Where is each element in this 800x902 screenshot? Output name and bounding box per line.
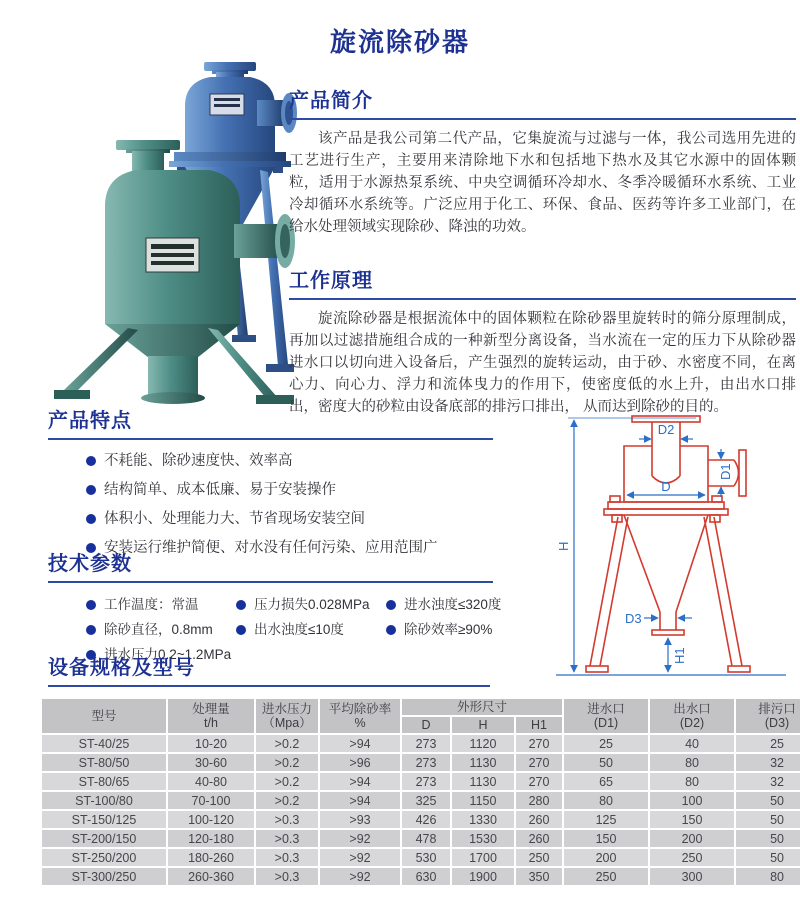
spec-cell: 65 [564, 773, 648, 790]
spec-cell: 32 [736, 754, 800, 771]
dimension-diagram [540, 404, 798, 692]
spec-cell: 100 [650, 792, 734, 809]
bullet-icon [386, 600, 396, 610]
spec-table-container [40, 697, 798, 887]
spec-cell: 180-260 [168, 849, 254, 866]
spec-cell: 250 [564, 868, 648, 885]
parameter-item: 除砂效率≥90% [386, 622, 556, 638]
feature-item [86, 481, 493, 499]
spec-cell: >0.2 [256, 792, 318, 809]
label-d2: D2 [657, 422, 675, 437]
spec-table-body [42, 735, 800, 885]
spec-cell: 200 [650, 830, 734, 847]
spec-cell: 40 [650, 735, 734, 752]
spec-cell: 273 [402, 773, 450, 790]
bullet-icon [86, 514, 96, 524]
features-title: 产品特点 [48, 404, 493, 440]
spec-cell: >0.3 [256, 811, 318, 828]
section-principle [289, 264, 796, 418]
spec-cell: >94 [320, 773, 400, 790]
spec-cell: ST-200/150 [42, 830, 166, 847]
spec-row [42, 830, 800, 847]
spec-cell: 125 [564, 811, 648, 828]
col-capacity: 处理量 t/h [168, 699, 254, 733]
section-features [48, 404, 493, 568]
spec-cell: 260 [516, 811, 562, 828]
parameter-item: 除砂直径，0.8mm [86, 622, 236, 638]
intro-title: 产品简介 [289, 84, 796, 120]
spec-cell: 250 [516, 849, 562, 866]
spec-cell: 50 [736, 830, 800, 847]
spec-cell: 1900 [452, 868, 514, 885]
spec-cell: 32 [736, 773, 800, 790]
bullet-icon [86, 485, 96, 495]
device-outline [586, 416, 750, 672]
spec-cell: >0.2 [256, 754, 318, 771]
spec-cell: 50 [736, 792, 800, 809]
spec-cell: 250 [650, 849, 734, 866]
spec-cell: >96 [320, 754, 400, 771]
spec-cell: >0.3 [256, 868, 318, 885]
spec-cell: 80 [564, 792, 648, 809]
dimension-labels [556, 422, 733, 664]
spec-row [42, 735, 800, 752]
spec-cell: >93 [320, 811, 400, 828]
bullet-icon [236, 600, 246, 610]
col-h1: H1 [516, 717, 562, 733]
spec-cell: 1130 [452, 773, 514, 790]
spec-cell: >94 [320, 792, 400, 809]
spec-cell: 325 [402, 792, 450, 809]
spec-cell: ST-100/80 [42, 792, 166, 809]
spec-cell: 150 [564, 830, 648, 847]
spec-cell: 30-60 [168, 754, 254, 771]
spec-cell: 200 [564, 849, 648, 866]
spec-row [42, 754, 800, 771]
spec-table [40, 697, 800, 887]
spec-cell: ST-150/125 [42, 811, 166, 828]
spec-cell: 1150 [452, 792, 514, 809]
bullet-icon [86, 625, 96, 635]
principle-title: 工作原理 [289, 264, 796, 300]
spec-cell: 426 [402, 811, 450, 828]
spec-cell: >94 [320, 735, 400, 752]
bullet-icon [86, 600, 96, 610]
product-photos [52, 56, 302, 404]
spec-cell: 25 [736, 735, 800, 752]
feature-item [86, 452, 493, 470]
section-parameters [48, 547, 548, 663]
spec-cell: 350 [516, 868, 562, 885]
dimension-lines [556, 418, 786, 675]
spec-cell: 1130 [452, 754, 514, 771]
spec-cell: >0.2 [256, 735, 318, 752]
feature-text: 安装运行维护简便、对水没有任何污染、应用范围广 [104, 540, 438, 556]
feature-item [86, 510, 493, 528]
spec-cell: ST-40/25 [42, 735, 166, 752]
col-model: 型号 [42, 699, 166, 733]
spec-cell: 80 [650, 754, 734, 771]
label-d1: D1 [718, 463, 733, 480]
spec-cell: 10-20 [168, 735, 254, 752]
feature-text: 体积小、处理能力大、节省现场安装空间 [104, 511, 365, 527]
spec-cell: 50 [564, 754, 648, 771]
bullet-icon [386, 625, 396, 635]
spec-cell: 280 [516, 792, 562, 809]
spec-cell: >0.2 [256, 773, 318, 790]
specs-title: 设备规格及型号 [48, 651, 490, 687]
spec-cell: ST-250/200 [42, 849, 166, 866]
spec-cell: 530 [402, 849, 450, 866]
spec-cell: 100-120 [168, 811, 254, 828]
spec-cell: 1530 [452, 830, 514, 847]
spec-cell: 300 [650, 868, 734, 885]
spec-cell: 50 [736, 849, 800, 866]
principle-body: 旋流除砂器是根据流体中的固体颗粒在除砂器里旋转时的筛分原理制成，再加以过滤措施组合成的一种新型分离设备，当水流在一定的压力下从除砂器进水口以切向进入设备后，产生强烈的旋转运动，由于砂、水密度不同，在离心力、向心力、浮力和流体曳力的作用下，使密度低的水上升，由出水口排出，密度大的砂粒由设备底部的排污口排出， 从而达到除砂的目的。 [289, 311, 796, 415]
spec-cell: 260-360 [168, 868, 254, 885]
spec-cell: 1700 [452, 849, 514, 866]
spec-cell: 120-180 [168, 830, 254, 847]
parameter-item: 工作温度：常温 [86, 597, 236, 613]
spec-cell: 80 [736, 868, 800, 885]
spec-cell: 260 [516, 830, 562, 847]
intro-body: 该产品是我公司第二代产品，它集旋流与过滤与一体，我公司选用先进的工艺进行生产，主要用来清除地下水和包括地下热水及其它水源中的固体颗粒，适用于水源热泵系统、中央空调循环冷却水、冬季冷暖循环水系统、工业冷却循环水系统等。广泛应用于化工、环保、食品、医药等许多工业部门，在给水处理领域实现除砂、降浊的功效。 [289, 131, 796, 235]
col-outlet: 出水口 (D2) [650, 699, 734, 733]
spec-cell: 273 [402, 735, 450, 752]
section-specs [48, 651, 490, 687]
feature-text: 不耗能、除砂速度快、效率高 [104, 453, 293, 469]
spec-row [42, 792, 800, 809]
spec-cell: >92 [320, 868, 400, 885]
spec-cell: ST-80/50 [42, 754, 166, 771]
col-inlet: 进水口 (D1) [564, 699, 648, 733]
spec-row [42, 849, 800, 866]
spec-cell: 25 [564, 735, 648, 752]
spec-cell: 50 [736, 811, 800, 828]
features-list [48, 452, 493, 557]
spec-cell: 1120 [452, 735, 514, 752]
col-rate: 平均除砂率 % [320, 699, 400, 733]
label-h: H [556, 541, 571, 551]
spec-cell: 80 [650, 773, 734, 790]
spec-cell: 1330 [452, 811, 514, 828]
page-title: 旋流除砂器 [329, 27, 470, 57]
right-column [289, 84, 796, 418]
feature-text: 结构简单、成本低廉、易于安装操作 [104, 482, 336, 498]
label-h1: H1 [672, 647, 687, 664]
parameter-item: 进水浊度≤320度 [386, 597, 556, 613]
spec-cell: 270 [516, 754, 562, 771]
col-dimensions-group: 外形尺寸 [402, 699, 562, 715]
spec-cell: 630 [402, 868, 450, 885]
col-drain: 排污口 (D3) [736, 699, 800, 733]
spec-cell: ST-300/250 [42, 868, 166, 885]
col-d: D [402, 717, 450, 733]
spec-cell: >0.3 [256, 830, 318, 847]
spec-cell: 478 [402, 830, 450, 847]
product-photo-illustration [52, 56, 302, 404]
spec-row [42, 811, 800, 828]
section-intro [289, 84, 796, 238]
parameter-item: 进水压力0.2~1.2MPa [86, 647, 236, 663]
bullet-icon [236, 625, 246, 635]
spec-row [42, 773, 800, 790]
spec-cell: 273 [402, 754, 450, 771]
spec-cell: >0.3 [256, 849, 318, 866]
parameter-item: 出水浊度≤10度 [236, 622, 386, 638]
spec-cell: 150 [650, 811, 734, 828]
spec-cell: 270 [516, 773, 562, 790]
dimension-drawing [540, 404, 798, 692]
label-d: D [661, 479, 671, 494]
spec-cell: >92 [320, 830, 400, 847]
spec-cell: 70-100 [168, 792, 254, 809]
spec-cell: >92 [320, 849, 400, 866]
spec-cell: 40-80 [168, 773, 254, 790]
spec-row [42, 868, 800, 885]
col-h: H [452, 717, 514, 733]
label-d3: D3 [625, 611, 642, 626]
bullet-icon [86, 456, 96, 466]
parameter-item: 压力损失0.028MPa [236, 597, 386, 613]
spec-cell: ST-80/65 [42, 773, 166, 790]
parameters-title: 技术参数 [48, 547, 493, 583]
spec-cell: 270 [516, 735, 562, 752]
col-pressure: 进水压力 （Mpa） [256, 699, 318, 733]
spec-table-header [42, 699, 800, 733]
